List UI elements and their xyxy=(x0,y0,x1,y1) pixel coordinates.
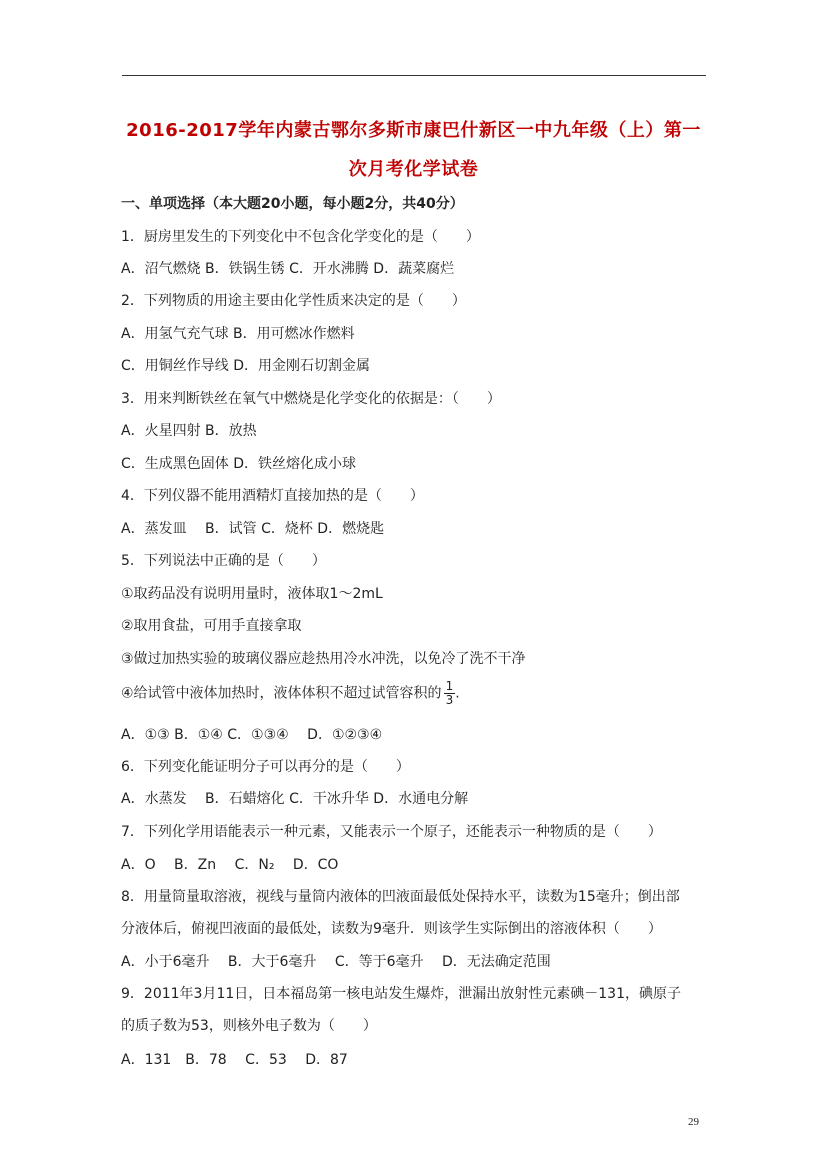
question-1: 1．厨房里发生的下列变化中不包含化学变化的是（ ） xyxy=(121,229,480,245)
question-8-options: A．小于6毫升 B．大于6毫升 C．等于6毫升 D．无法确定范围 xyxy=(121,954,551,970)
question-7-options: A．O B．Zn C．N₂ D．CO xyxy=(121,857,339,873)
question-6: 6．下列变化能证明分子可以再分的是（ ） xyxy=(121,759,410,775)
question-9-line-2: 的质子数为53，则核外电子数为（ ） xyxy=(121,1018,377,1034)
fraction-period: . xyxy=(455,685,460,702)
question-5: 5．下列说法中正确的是（ ） xyxy=(121,553,326,569)
question-9-options: A．131 B．78 C．53 D．87 xyxy=(121,1052,348,1068)
question-4-options: A．蒸发皿 B．试管 C．烧杯 D．燃烧匙 xyxy=(121,521,385,537)
question-7: 7．下列化学用语能表示一种元素，又能表示一个原子，还能表示一种物质的是（ ） xyxy=(121,824,662,840)
question-3-options-cd: C．生成黑色固体 D．铁丝熔化成小球 xyxy=(121,456,357,472)
question-2-options-ab: A．用氢气充气球 B．用可燃冰作燃料 xyxy=(121,326,355,342)
header-rule xyxy=(122,75,706,76)
question-5-statement-4-row xyxy=(121,680,460,707)
question-8-line-1: 8．用量筒量取溶液，视线与量筒内液体的凹液面最低处保持水平，读数为15毫升；倒出部 xyxy=(121,889,680,905)
question-5-options: A．①③ B．①④ C．①③④ D．①②③④ xyxy=(121,727,383,743)
fraction-denominator: 3 xyxy=(445,693,454,707)
question-5-statement-2: ②取用食盐，可用手直接拿取 xyxy=(121,618,302,634)
question-3-options-ab: A．火星四射 B．放热 xyxy=(121,423,257,439)
question-8-line-2: 分液体后，俯视凹液面的最低处，读数为9毫升．则该学生实际倒出的溶液体积（ ） xyxy=(121,921,662,937)
question-2-options-cd: C．用铜丝作导线 D．用金刚石切割金属 xyxy=(121,358,371,374)
exam-title-line-1: 2016-2017学年内蒙古鄂尔多斯市康巴什新区一中九年级（上）第一 xyxy=(126,120,701,141)
question-5-statement-1: ①取药品没有说明用量时，液体取1～2mL xyxy=(121,586,383,602)
question-4: 4．下列仪器不能用酒精灯直接加热的是（ ） xyxy=(121,488,424,504)
question-5-statement-4: ④给试管中液体加热时，液体体积不超过试管容积的 xyxy=(121,685,442,702)
fraction-numerator: 1 xyxy=(445,679,454,693)
question-2: 2．下列物质的用途主要由化学性质来决定的是（ ） xyxy=(121,293,466,309)
question-1-options: A．沼气燃烧 B．铁锅生锈 C．开水沸腾 D．蔬菜腐烂 xyxy=(121,261,455,277)
question-3: 3．用来判断铁丝在氧气中燃烧是化学变化的依据是：（ ） xyxy=(121,391,501,407)
page-number: 29 xyxy=(688,1116,699,1128)
question-6-options: A．水蒸发 B．石蜡熔化 C．干冰升华 D．水通电分解 xyxy=(121,791,469,807)
fraction-one-third xyxy=(444,680,456,707)
question-5-statement-3: ③做过加热实验的玻璃仪器应趁热用冷水冲洗，以免冷了洗不干净 xyxy=(121,651,526,667)
section-heading: 一、单项选择（本大题20小题，每小题2分，共40分） xyxy=(121,196,464,212)
exam-title-line-2: 次月考化学试卷 xyxy=(348,159,479,180)
question-9-line-1: 9．2011年3月11日，日本福岛第一核电站发生爆炸，泄漏出放射性元素碘－131，碘原子 xyxy=(121,986,681,1002)
